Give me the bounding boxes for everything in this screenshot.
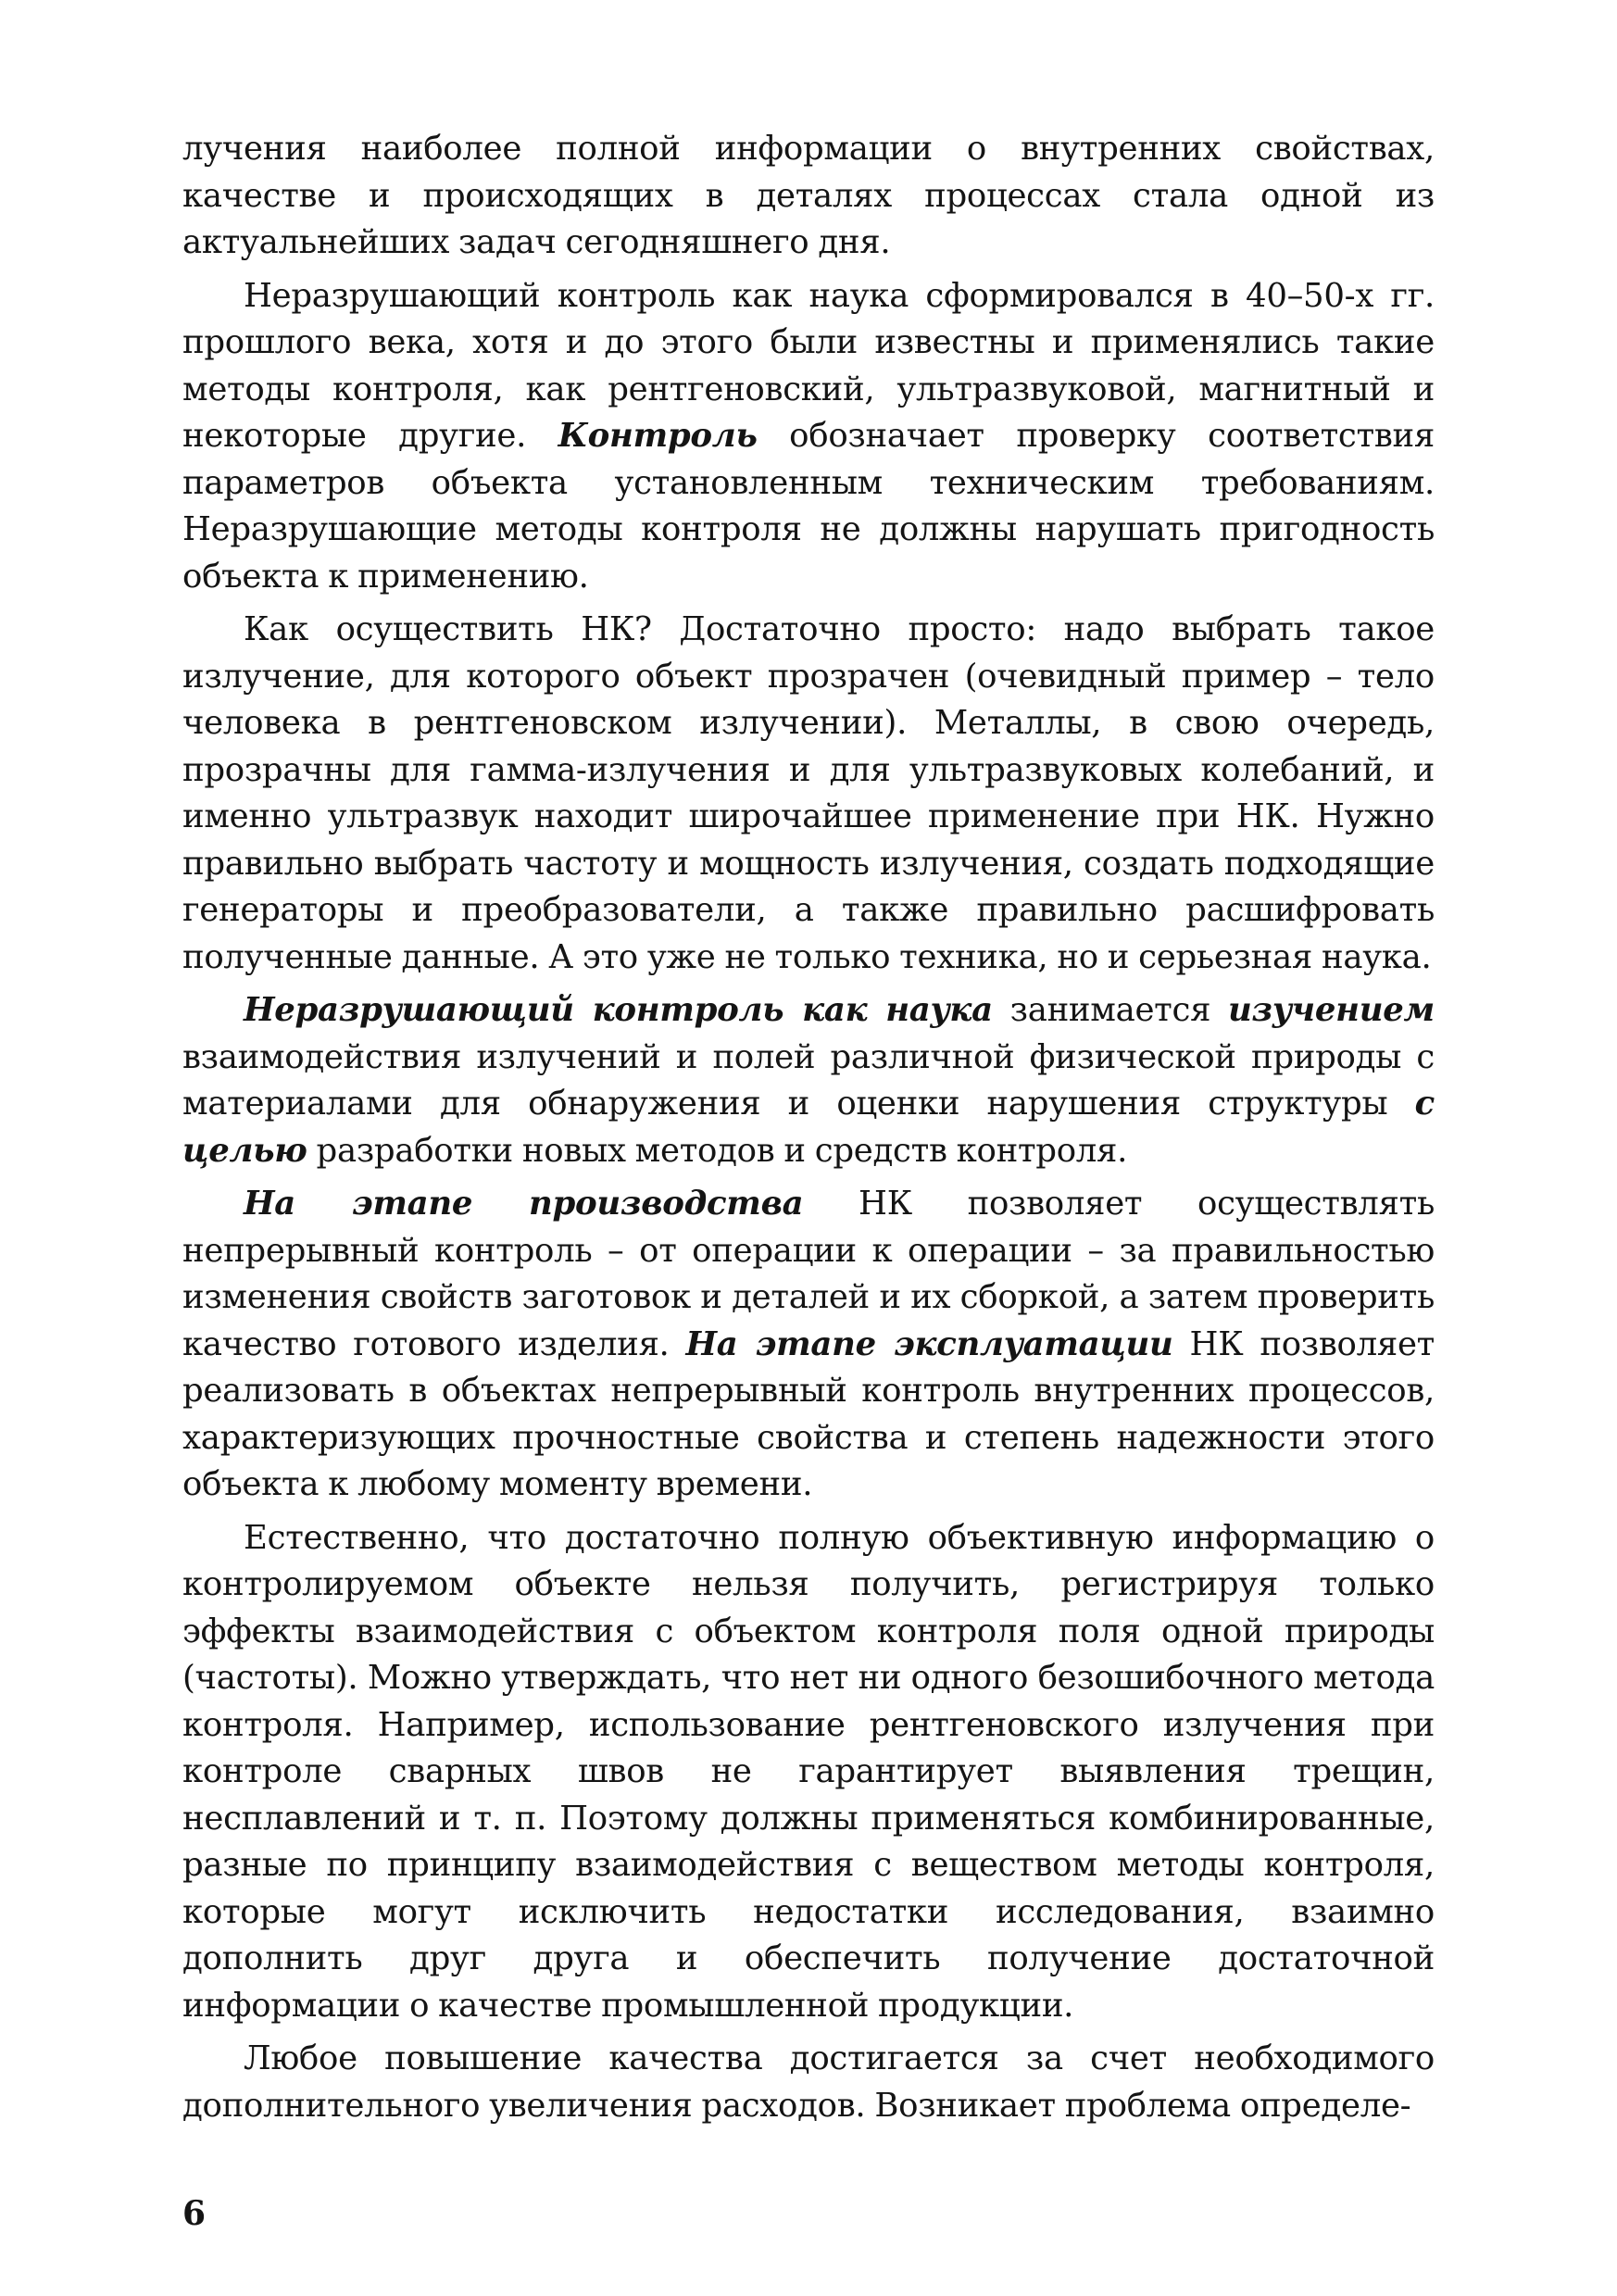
paragraph	[182, 607, 1435, 981]
page-number: 6	[182, 2194, 207, 2233]
text-run: взаимодействия излучений и полей различной физической природы с материалами для обнаружения и оценки нарушения структуры	[182, 1037, 1435, 1123]
text-run: Неразрушающий контроль как наука сформировался в 40–50-х гг. прошлого века, хотя и до этого были известны и применялись такие методы контроля, как рентгеновский, ультразвуковой, магнитный и некоторые другие.	[182, 276, 1435, 455]
paragraph	[182, 2036, 1435, 2129]
text-run: лучения наиболее полной информации о внутренних свойствах, качестве и происходящих в деталях процессах стала одной из актуальнейших задач сегодняшнего дня.	[182, 130, 1435, 261]
text-run: НК позволяет реализовать в объектах непрерывный контроль внутренних процессов, характеризующих прочностные свойства и степень надежности этого объекта к любому моменту времени.	[182, 1324, 1435, 1503]
paragraph	[182, 273, 1435, 601]
paragraph	[182, 1515, 1435, 2030]
emphasized-term: с целью	[182, 1085, 1435, 1170]
text-run: разработки новых методов и средств контроля.	[307, 1131, 1128, 1170]
text-run: Любое повышение качества достигается за счет необходимого дополнительного увеличения расходов. Возникает проблема определе-	[182, 2039, 1435, 2125]
text-run: занимается	[992, 991, 1228, 1029]
emphasized-term: На этапе производства	[244, 1185, 804, 1223]
paragraph	[182, 1181, 1435, 1509]
text-run: обозначает проверку соответствия параметров объекта установленным техническим требованиям. Неразрушающие методы контроля не должны нарушать пригодность объекта к применению.	[182, 417, 1435, 596]
body-text	[182, 126, 1435, 2129]
text-run: НК позволяет осуществлять непрерывный контроль – от операции к операции – за правильностью изменения свойств заготовок и деталей и их сборкой, а затем проверить качество готового изделия.	[182, 1185, 1435, 1363]
paragraph	[182, 126, 1435, 267]
text-run: Естественно, что достаточно полную объективную информацию о контролируемом объекте нельзя получить, регистрируя только эффекты взаимодействия с объектом контроля поля одной природы (частоты). Можно утверждать, что нет ни одного безошибочного метода контроля. Например, использование рентгеновского излучения при контроле сварных швов не гарантирует выявления трещин, несплавлений и т. п. Поэтому должны применяться комбинированные, разные по принципу взаимодействия с веществом методы контроля, которые могут исключить недостатки исследования, взаимно дополнить друг друга и обеспечить получение достаточной информации о качестве промышленной продукции.	[182, 1518, 1435, 2025]
emphasized-term: Контроль	[558, 417, 758, 455]
text-run: Как осуществить НК? Достаточно просто: надо выбрать такое излучение, для которого объект прозрачен (очевидный пример – тело человека в рентгеновском излучении). Металлы, в свою очередь, прозрачны для гамма-излучения и для ультразвуковых колебаний, и именно ультразвук находит широчайшее применение при НК. Нужно правильно выбрать частоту и мощность излучения, создать подходящие генераторы и преобразователи, а также правильно расшифровать полученные данные. А это уже не только техника, но и серьезная наука.	[182, 610, 1435, 976]
emphasized-term: Неразрушающий контроль как наука	[244, 991, 993, 1029]
paragraph	[182, 987, 1435, 1174]
emphasized-term: На этапе эксплуатации	[685, 1324, 1173, 1363]
emphasized-term: изучением	[1228, 991, 1435, 1029]
